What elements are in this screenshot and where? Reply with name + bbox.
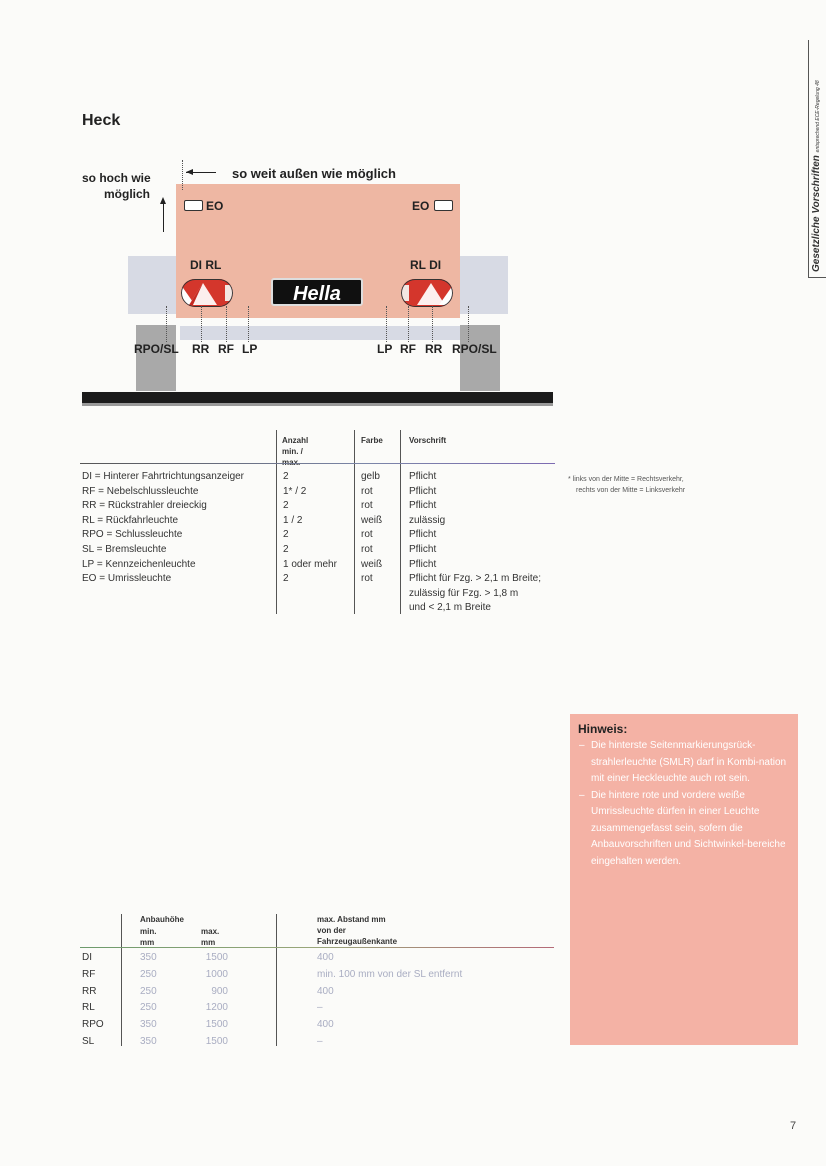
table-cell-count: 1 / 2 <box>283 514 303 526</box>
column-header-max: max. mm <box>201 927 220 947</box>
table-cell-count: 1* / 2 <box>283 485 307 497</box>
table-cell-rule: Pflicht <box>409 485 437 497</box>
footnote-line1: * links von der Mitte = Rechtsverkehr, <box>568 476 684 483</box>
eo-right-light-icon <box>434 200 453 211</box>
lamp-right-top-labels: RL DI <box>410 258 442 272</box>
leader-line <box>226 306 227 342</box>
right-wheel <box>460 325 500 391</box>
label-rf-right: RF <box>400 342 416 356</box>
label-rf-left: RF <box>218 342 234 356</box>
table-cell-code: DI <box>82 952 92 963</box>
table-cell-rule: Pflicht <box>409 471 437 482</box>
distance-header-line2: Fahrzeugaußenkante <box>317 937 398 946</box>
table-cell-count: 2 <box>283 471 289 482</box>
hint-item-text: Die hinterste Seitenmarkierungsrück-strahlerleuchte (SMLR) darf in Kombi-nation mit einer Heckleuchte auch rot sein. <box>591 740 787 784</box>
table-cell-distance: 400 <box>317 1019 334 1031</box>
table-cell-color: rot <box>361 500 373 512</box>
distance-column <box>317 950 462 1051</box>
table-cell-color: weiß <box>361 558 383 570</box>
lamp-name-column <box>82 470 244 587</box>
column-divider <box>276 914 277 1046</box>
hint-box <box>570 714 798 1045</box>
count-header-sub: min. / <box>282 447 303 456</box>
table-cell-color: rot <box>361 485 373 497</box>
arrow-left-icon <box>186 169 193 175</box>
footnote-line2: rechts von der Mitte = Linksverkehr <box>576 487 686 494</box>
table-cell-max: 1500 <box>205 1035 228 1047</box>
table-cell-count: 1 oder mehr <box>283 558 337 570</box>
height-label-line1: so hoch wie <box>82 171 151 185</box>
lamp-left-top-labels: DI RL <box>190 258 222 272</box>
table-cell-count: 2 <box>283 573 289 585</box>
table-cell-min: 250 <box>140 968 157 980</box>
column-divider <box>121 914 122 1046</box>
table-cell-code: RR <box>82 985 97 997</box>
rear-lighting-diagram <box>0 0 826 420</box>
table-cell-distance: min. 100 mm von der SL entfernt <box>317 968 463 980</box>
column-divider <box>354 430 355 614</box>
label-lp-right: LP <box>377 342 393 356</box>
color-column <box>361 470 382 587</box>
table-cell-name: LP = Kennzeichenleuchte <box>82 558 196 570</box>
table-cell-color: gelb <box>361 471 380 482</box>
hint-item-text: Die hintere rote und vordere weiße Umrissleuchte dürfen in einer Leuchte zusammengefasst sein, sofern die Anbauvorschriften und Sichtwinkel-bereiche eingehalten werden. <box>591 789 786 867</box>
header-rule <box>80 463 555 464</box>
hint-item <box>578 738 790 788</box>
max-column <box>196 950 228 1051</box>
table-cell-code: RF <box>82 968 96 980</box>
section-heading: Heck <box>82 112 121 129</box>
table-cell-count: 2 <box>283 529 289 541</box>
height-arrow-shaft <box>163 204 164 232</box>
table-cell-rule: Pflicht <box>409 500 437 512</box>
table-cell-rule: Pflicht <box>409 529 437 541</box>
label-rr-left: RR <box>192 342 210 356</box>
outside-label: so weit außen wie möglich <box>232 166 396 181</box>
side-tab-subtitle: entsprechend ECE-Regelung 48 <box>815 80 821 153</box>
table-cell-rule: Pflicht für Fzg. > 2,1 m Breite; <box>409 573 541 585</box>
table-cell-distance: – <box>317 1002 323 1014</box>
table-cell-rule: zulässig <box>409 514 446 526</box>
table-cell-distance: – <box>317 1035 323 1047</box>
table-cell-name: SL = Bremsleuchte <box>82 543 167 555</box>
page-number: 7 <box>790 1120 797 1132</box>
table-cell-max: 1500 <box>205 952 228 963</box>
hella-logo: Hella <box>271 278 363 306</box>
table-cell-distance: 400 <box>317 952 334 963</box>
table-cell-distance: 400 <box>317 985 334 997</box>
leader-line <box>432 306 433 342</box>
arrow-up-icon <box>160 197 166 204</box>
table-cell-count: 2 <box>283 543 289 555</box>
table-cell-name: RL = Rückfahrleuchte <box>82 514 179 526</box>
table-cell-max: 900 <box>211 985 228 997</box>
column-header-rule: Vorschrift <box>409 436 447 445</box>
table-cell-max: 1500 <box>205 1019 228 1031</box>
table-cell-min: 250 <box>140 1002 157 1014</box>
table-cell-code: SL <box>82 1035 95 1047</box>
rule-column <box>409 470 541 616</box>
table-cell-rule: Pflicht <box>409 558 437 570</box>
table-cell-code: RL <box>82 1002 95 1014</box>
column-header-min: min. mm <box>140 927 157 947</box>
hint-item <box>578 788 790 871</box>
table-cell-count: 2 <box>283 500 289 512</box>
header-rule <box>80 947 554 948</box>
eo-right-label: EO <box>412 199 430 213</box>
table-cell-rule-extra: und < 2,1 m Breite <box>409 602 491 614</box>
table-cell-name: RR = Rückstrahler dreieckig <box>82 500 207 512</box>
label-rpo-sl-left: RPO/SL <box>134 342 179 356</box>
count-header-label: Anzahl <box>282 436 309 445</box>
column-divider <box>400 430 401 614</box>
table-cell-name: RPO = Schlussleuchte <box>82 529 183 541</box>
column-header-height: Anbauhöhe <box>140 915 184 924</box>
outer-edge-marker <box>182 160 183 190</box>
table-cell-rule: Pflicht <box>409 543 437 555</box>
table-cell-color: rot <box>361 529 373 541</box>
eo-left-label: EO <box>206 199 224 213</box>
leader-line <box>386 306 387 342</box>
column-divider <box>276 430 277 614</box>
table-cell-min: 350 <box>140 1019 157 1031</box>
table-cell-name: RF = Nebelschlussleuchte <box>82 485 199 497</box>
table-cell-min: 250 <box>140 985 157 997</box>
table-cell-code: RPO <box>82 1019 104 1031</box>
ground-line <box>82 392 553 406</box>
hint-title: Hinweis: <box>578 722 628 736</box>
count-column <box>283 470 337 587</box>
table-cell-rule-extra: zulässig für Fzg. > 1,8 m <box>409 587 519 599</box>
dash-bullet-icon: – <box>579 789 585 801</box>
table-cell-name: DI = Hinterer Fahrtrichtungsanzeiger <box>82 471 245 482</box>
leader-line <box>408 306 409 342</box>
left-rear-lamp-icon <box>181 279 233 307</box>
side-tab-title: Gesetzliche Vorschriften <box>811 155 822 272</box>
left-wheel <box>136 325 176 391</box>
column-header-distance <box>317 914 397 947</box>
table-cell-name: EO = Umrissleuchte <box>82 573 172 585</box>
height-label-line2: möglich <box>103 187 150 201</box>
column-header-color: Farbe <box>361 436 383 445</box>
distance-header-line1: max. Abstand mm von der <box>317 915 386 935</box>
eo-left-light-icon <box>184 200 203 211</box>
table-cell-color: rot <box>361 543 373 555</box>
bumper-band <box>180 326 500 340</box>
table-cell-min: 350 <box>140 1035 157 1047</box>
code-column <box>82 950 104 1051</box>
table-cell-min: 350 <box>140 952 157 963</box>
right-rear-lamp-icon <box>401 279 453 307</box>
label-lp-left: LP <box>242 342 258 356</box>
label-rpo-sl-right: RPO/SL <box>452 342 497 356</box>
min-column <box>140 950 157 1051</box>
dash-bullet-icon: – <box>579 740 585 751</box>
table-cell-max: 1200 <box>205 1002 228 1014</box>
footnote <box>568 474 685 496</box>
table-cell-color: weiß <box>361 514 383 526</box>
leader-line <box>248 306 249 342</box>
table-cell-color: rot <box>361 573 373 585</box>
leader-line <box>201 306 202 342</box>
height-label <box>82 170 150 202</box>
leader-line <box>166 306 167 342</box>
table-cell-max: 1000 <box>205 968 228 980</box>
leader-line <box>468 306 469 342</box>
label-rr-right: RR <box>425 342 443 356</box>
